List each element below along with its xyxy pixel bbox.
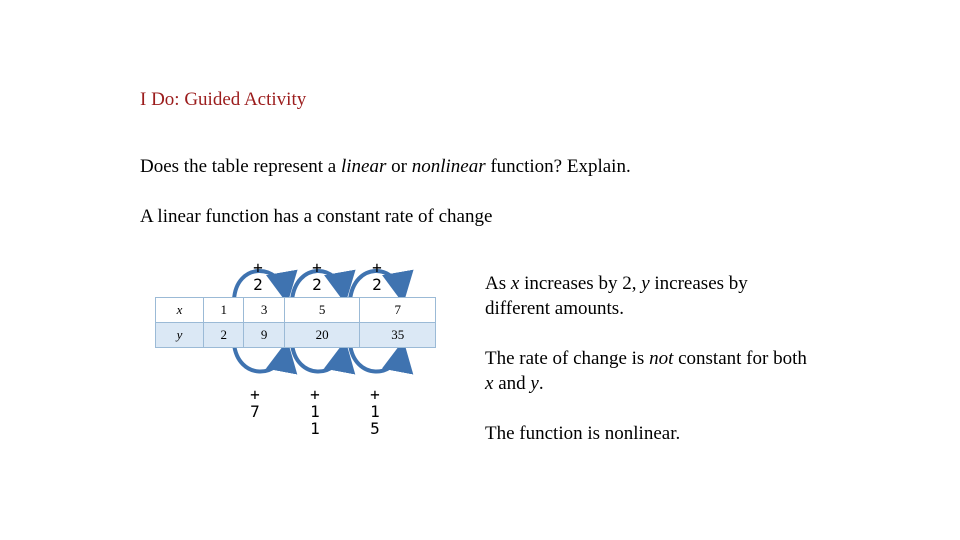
x-increment-1: + 2 xyxy=(253,258,263,294)
text: increases by different amounts. xyxy=(485,273,748,319)
emphasis-not: not xyxy=(649,348,674,369)
y-header: y xyxy=(156,323,204,348)
y-increment-3: + 1 5 xyxy=(370,385,380,438)
linear-definition-note: A linear function has a constant rate of change xyxy=(140,206,493,227)
table-row-y xyxy=(156,323,436,348)
y-increment-2: + 1 1 xyxy=(310,385,320,438)
y-increment-1: + 7 xyxy=(250,385,260,421)
slide-title: I Do: Guided Activity xyxy=(140,89,307,110)
x-header: x xyxy=(156,298,204,323)
text: As xyxy=(485,273,511,294)
question-or: or xyxy=(386,156,412,177)
question-after: function? Explain. xyxy=(485,156,631,177)
y-arrow-3 xyxy=(350,344,402,372)
text: increases by 2, xyxy=(519,273,642,294)
question-linear: linear xyxy=(341,156,387,177)
question-nonlinear: nonlinear xyxy=(411,156,486,177)
explanation-line-2 xyxy=(485,346,815,396)
x-increment-2: + 2 xyxy=(312,258,322,294)
y-arrow-2 xyxy=(292,344,344,372)
y-cell: 35 xyxy=(360,323,436,348)
explanation-line-3: The function is nonlinear. xyxy=(485,423,681,444)
x-cell: 5 xyxy=(284,298,360,323)
y-arrow-1 xyxy=(234,344,286,372)
x-cell: 3 xyxy=(244,298,284,323)
y-cell: 2 xyxy=(204,323,244,348)
text: constant for both xyxy=(673,348,807,369)
text: . xyxy=(538,373,544,394)
text: The rate of change is xyxy=(485,348,650,369)
table-row-x xyxy=(156,298,436,323)
values-table xyxy=(155,297,436,348)
x-cell: 1 xyxy=(204,298,244,323)
y-cell: 9 xyxy=(244,323,284,348)
question-before: Does the table represent a xyxy=(140,156,341,177)
var-x: x xyxy=(510,273,520,294)
y-cell: 20 xyxy=(284,323,360,348)
text: and xyxy=(493,373,531,394)
var-y: y xyxy=(530,373,539,394)
x-cell: 7 xyxy=(360,298,436,323)
var-y: y xyxy=(641,273,650,294)
var-x: x xyxy=(485,373,494,394)
x-increment-3: + 2 xyxy=(372,258,382,294)
explanation-line-1 xyxy=(485,271,815,321)
